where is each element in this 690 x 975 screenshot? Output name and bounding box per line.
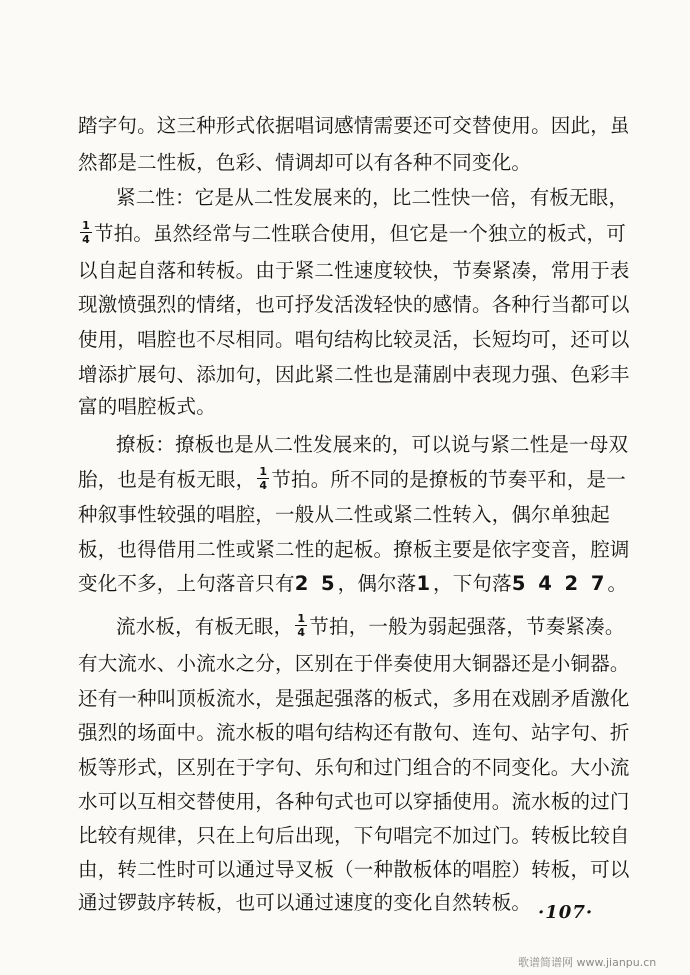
text-line: 水可以互相交替使用，各种句式也可以穿插使用。流水板的过门 bbox=[78, 790, 630, 813]
text-line-with-notes: 变化不多，上句落音只有2 5，偶尔落1，下句落5 4 2 7。 bbox=[78, 572, 628, 595]
text-line: 还有一种叫顶板流水，是强起强落的板式，多用在戏剧矛盾激化 bbox=[78, 687, 630, 710]
text-line: 有大流水、小流水之分，区别在于伴奏使用大铜器还是小铜器。 bbox=[78, 652, 630, 675]
text-line: 强烈的场面中。流水板的唱句结构还有散句、连句、站字句、折 bbox=[78, 721, 630, 744]
time-signature: $\frac{1}{4}$ bbox=[257, 466, 269, 492]
text-line: 然都是二性板，色彩、情调却可以有各种不同变化。 bbox=[78, 151, 532, 174]
note-sequence: 5 4 2 7 bbox=[511, 572, 608, 595]
text-line: 增添扩展句、添加句，因此紧二性也是蒲剧中表现力强、色彩丰 bbox=[78, 363, 630, 386]
text-line: 紧二性：它是从二性发展来的，比二性快一倍，有板无眼， bbox=[116, 186, 629, 209]
text-line-with-fraction: 流水板，有板无眼， $\frac{1}{4}$ 节拍，一般为弱起强落，节奏紧凑。 bbox=[116, 611, 625, 640]
text-line: 现激愤强烈的情绪，也可抒发活泼轻快的感情。各种行当都可以 bbox=[78, 293, 630, 316]
text-line: 踏字句。这三种形式依据唱词感情需要还可交替使用。因此，虽 bbox=[78, 114, 630, 137]
text-line-with-fraction: $\frac{1}{4}$ 节拍。虽然经常与二性联合使用，但它是一个独立的板式，可 bbox=[78, 221, 626, 247]
page-number: ·107· bbox=[538, 902, 594, 923]
text-line: 富的唱腔板式。 bbox=[78, 395, 216, 418]
note-sequence: 2 5 bbox=[294, 572, 338, 595]
text-line: 板等形式，区别在于字句、乐句和过门组合的不同变化。大小流 bbox=[78, 756, 630, 779]
text-line-with-fraction: 胎，也是有板无眼， $\frac{1}{4}$ 节拍。所不同的是撩板的节奏平和，是一 bbox=[78, 464, 626, 493]
text-line: 撩板：撩板也是从二性发展来的，可以说与紧二性是一母双 bbox=[116, 433, 629, 456]
site-watermark: 歌谱简谱网 www.jianpu.cn bbox=[518, 956, 657, 969]
time-signature: $\frac{1}{4}$ bbox=[80, 220, 92, 246]
text-line: 比较有规律，只在上句后出现，下句唱完不加过门。转板比较自 bbox=[78, 824, 630, 847]
time-signature: $\frac{1}{4}$ bbox=[295, 613, 307, 639]
text-line: 板，也得借用二性或紧二性的起板。撩板主要是依字变音，腔调 bbox=[78, 538, 630, 561]
text-line: 由，转二性时可以通过导叉板（一种散板体的唱腔）转板，可以 bbox=[78, 858, 630, 881]
text-line: 以自起自落和转板。由于紧二性速度较快，节奏紧凑，常用于表 bbox=[78, 259, 630, 282]
note-sequence: 1 bbox=[416, 572, 434, 595]
text-line: 种叙事性较强的唱腔，一般从二性或紧二性转入，偶尔单独起 bbox=[78, 503, 610, 526]
text-line: 使用，唱腔也不尽相同。唱句结构比较灵活，长短均可，还可以 bbox=[78, 328, 630, 351]
text-line: 通过锣鼓序转板，也可以通过速度的变化自然转板。 bbox=[78, 891, 532, 914]
